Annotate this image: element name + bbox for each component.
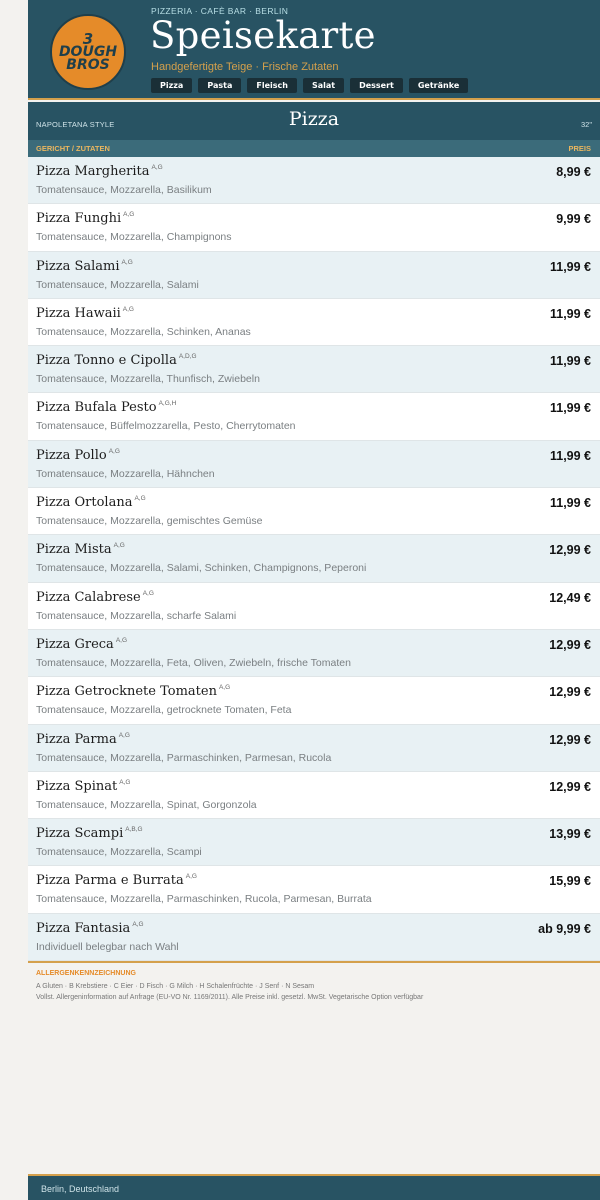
list-item (28, 819, 600, 866)
item-price: 11,99 € (549, 259, 591, 274)
item-name (36, 259, 133, 274)
item-description: Tomatensauce, Mozzarella, Spinat, Gorgonzola (36, 798, 257, 811)
item-description: Tomatensauce, Mozzarella, Thunfisch, Zwiebeln (36, 373, 260, 386)
item-price: 8,99 € (556, 165, 591, 179)
item-price: 12,99 € (549, 732, 591, 747)
item-name (36, 684, 230, 699)
item-name-text: Pizza Calabrese (36, 589, 141, 605)
item-name (36, 921, 144, 936)
section-header (28, 102, 600, 140)
tagline: PIZZERIA · CAFÈ BAR · BERLIN (151, 6, 289, 16)
item-name (36, 211, 134, 226)
page-subtitle: Handgefertigte Teige · Frische Zutaten (151, 61, 339, 73)
item-allergen-codes: A,G (132, 920, 144, 928)
item-name-text: Pizza Pollo (36, 447, 107, 463)
list-item (28, 866, 600, 913)
menu-page (28, 0, 600, 1200)
item-description: Tomatensauce, Mozzarella, Feta, Oliven, Zwiebeln, frische Tomaten (36, 656, 351, 669)
category-pizza-button[interactable]: Pizza (151, 78, 192, 93)
category-fleisch-button[interactable]: Fleisch (247, 78, 297, 93)
item-allergen-codes: A,G (123, 211, 135, 219)
item-name-text: Pizza Tonno e Cipolla (36, 353, 177, 369)
list-item (28, 677, 600, 724)
list-item (28, 725, 600, 772)
item-description: Individuell belegbar nach Wahl (36, 940, 179, 953)
item-name-text: Pizza Getrocknete Tomaten (36, 684, 217, 700)
item-description: Tomatensauce, Mozzarella, Salami (36, 278, 199, 291)
item-description: Tomatensauce, Mozzarella, scharfe Salami (36, 609, 237, 622)
list-item (28, 204, 600, 251)
menu-header (28, 0, 600, 100)
item-name (36, 400, 176, 415)
item-description: Tomatensauce, Mozzarella, Basilikum (36, 184, 212, 196)
item-description: Tomatensauce, Mozzarella, Parmaschinken, Rucola, Parmesan, Burrata (36, 893, 372, 906)
allergen-title: ALLERGENKENNZEICHNUNG (36, 970, 136, 978)
item-price: 12,99 € (549, 685, 591, 700)
section-title: Pizza (288, 108, 340, 130)
section-style-label: NAPOLETANA STYLE (36, 120, 115, 129)
page-title: Speisekarte (150, 14, 376, 57)
item-name (36, 448, 120, 463)
item-name-text: Pizza Margherita (36, 164, 150, 179)
item-allergen-codes: A,G (185, 873, 197, 881)
column-dish-label: GERICHT / ZUTATEN (36, 144, 110, 153)
list-item (28, 252, 600, 299)
logo-line-1: 3 (82, 29, 94, 48)
list-item (28, 772, 600, 819)
item-allergen-codes: A,G (122, 305, 134, 313)
item-name-text: Pizza Salami (36, 258, 120, 274)
item-description: Tomatensauce, Mozzarella, getrocknete Tomaten, Feta (36, 704, 292, 717)
item-name (36, 732, 130, 747)
menu-footer (28, 1174, 600, 1200)
list-item (28, 393, 600, 440)
item-price: 11,99 € (549, 401, 591, 416)
logo-line-3: BROS (66, 57, 110, 74)
item-name (36, 353, 197, 368)
item-price: 15,99 € (549, 874, 591, 889)
item-description: Tomatensauce, Mozzarella, Parmaschinken, Parmesan, Rucola (36, 751, 332, 764)
item-name-text: Pizza Parma (36, 731, 117, 747)
category-salat-button[interactable]: Salat (303, 78, 344, 93)
item-name-text: Pizza Parma e Burrata (36, 873, 184, 889)
item-price: 11,99 € (549, 354, 591, 369)
category-nav (151, 78, 468, 93)
allergen-legend: A Gluten · B Krebstiere · C Eier · D Fisch · G Milch · H Schalenfrüchte · J Senf · N Sesam (36, 983, 315, 991)
item-price: 12,99 € (549, 637, 591, 652)
item-allergen-codes: A,D,G (178, 353, 197, 361)
item-allergen-codes: A,G (108, 447, 120, 455)
item-name (36, 826, 143, 841)
item-allergen-codes: A,G (119, 778, 131, 786)
brand-logo (50, 14, 126, 90)
item-description: Tomatensauce, Büffelmozzarella, Pesto, Cherrytomaten (36, 420, 296, 433)
item-price: ab 9,99 € (538, 921, 591, 936)
list-item (28, 583, 600, 630)
item-allergen-codes: A,G (115, 636, 128, 644)
item-allergen-codes: A,B,G (125, 826, 143, 834)
item-name (36, 779, 130, 794)
item-name-text: Pizza Funghi (36, 211, 122, 227)
column-price-label: PREIS (568, 144, 591, 153)
item-allergen-codes: A,G (118, 731, 130, 739)
allergen-note: Vollst. Allergeninformation auf Anfrage (EU-VO Nr. 1169/2011). Alle Preise inkl. gesetzl. MwSt. Vegetarische Option verfügbar (36, 994, 424, 1002)
list-item (28, 441, 600, 488)
item-name-text: Pizza Scampi (36, 826, 124, 842)
item-name (36, 873, 197, 888)
list-item (28, 346, 600, 393)
item-price: 11,99 € (549, 448, 591, 463)
item-name-text: Pizza Hawaii (36, 305, 121, 321)
item-description: Tomatensauce, Mozzarella, Schinken, Ananas (36, 325, 251, 338)
item-description: Tomatensauce, Mozzarella, gemischtes Gemüse (36, 515, 263, 528)
item-name (36, 306, 134, 321)
item-name-text: Pizza Bufala Pesto (36, 400, 157, 416)
logo-line-2: DOUGH (58, 43, 118, 60)
item-allergen-codes: A,G,H (158, 400, 177, 408)
category-pasta-button[interactable]: Pasta (198, 78, 241, 93)
item-name-text: Pizza Spinat (36, 778, 118, 794)
item-description: Tomatensauce, Mozzarella, Hähnchen (36, 467, 215, 480)
item-name (36, 542, 125, 557)
item-allergen-codes: A,G (121, 258, 133, 266)
menu-item-list (28, 157, 600, 961)
list-item (28, 299, 600, 346)
item-price: 11,99 € (549, 306, 591, 321)
item-price: 12,99 € (549, 779, 591, 794)
item-description: Tomatensauce, Mozzarella, Champignons (36, 231, 232, 244)
item-allergen-codes: A,G (218, 684, 231, 692)
item-allergen-codes: A,G (134, 495, 146, 503)
list-item (28, 630, 600, 677)
item-name-text: Pizza Greca (36, 636, 114, 652)
item-name (36, 495, 146, 510)
category-getraenke-button[interactable]: Getränke (409, 78, 468, 93)
item-allergen-codes: A,G (151, 164, 163, 171)
section-size-label: 32" (580, 120, 592, 129)
item-name-text: Pizza Mista (36, 542, 112, 558)
item-name-text: Pizza Fantasia (36, 920, 131, 936)
item-price: 13,99 € (549, 827, 591, 842)
list-item (28, 914, 600, 961)
item-name-text: Pizza Ortolana (36, 495, 133, 511)
list-item (28, 535, 600, 582)
item-description: Tomatensauce, Mozzarella, Salami, Schinken, Champignons, Peperoni (36, 562, 367, 575)
item-price: 12,49 € (549, 590, 591, 605)
item-description: Tomatensauce, Mozzarella, Scampi (36, 846, 202, 859)
allergen-info (28, 961, 600, 1173)
item-allergen-codes: A,G (113, 542, 125, 550)
item-price: 9,99 € (556, 212, 591, 227)
column-header (28, 140, 600, 157)
footer-location: Berlin, Deutschland (41, 1184, 120, 1194)
list-item (28, 488, 600, 535)
item-price: 11,99 € (549, 496, 591, 511)
item-name (36, 590, 154, 605)
item-allergen-codes: A,G (142, 589, 154, 597)
category-dessert-button[interactable]: Dessert (350, 78, 403, 93)
item-name (36, 637, 127, 652)
item-price: 12,99 € (549, 543, 591, 558)
item-name (36, 164, 163, 179)
list-item (28, 157, 600, 204)
